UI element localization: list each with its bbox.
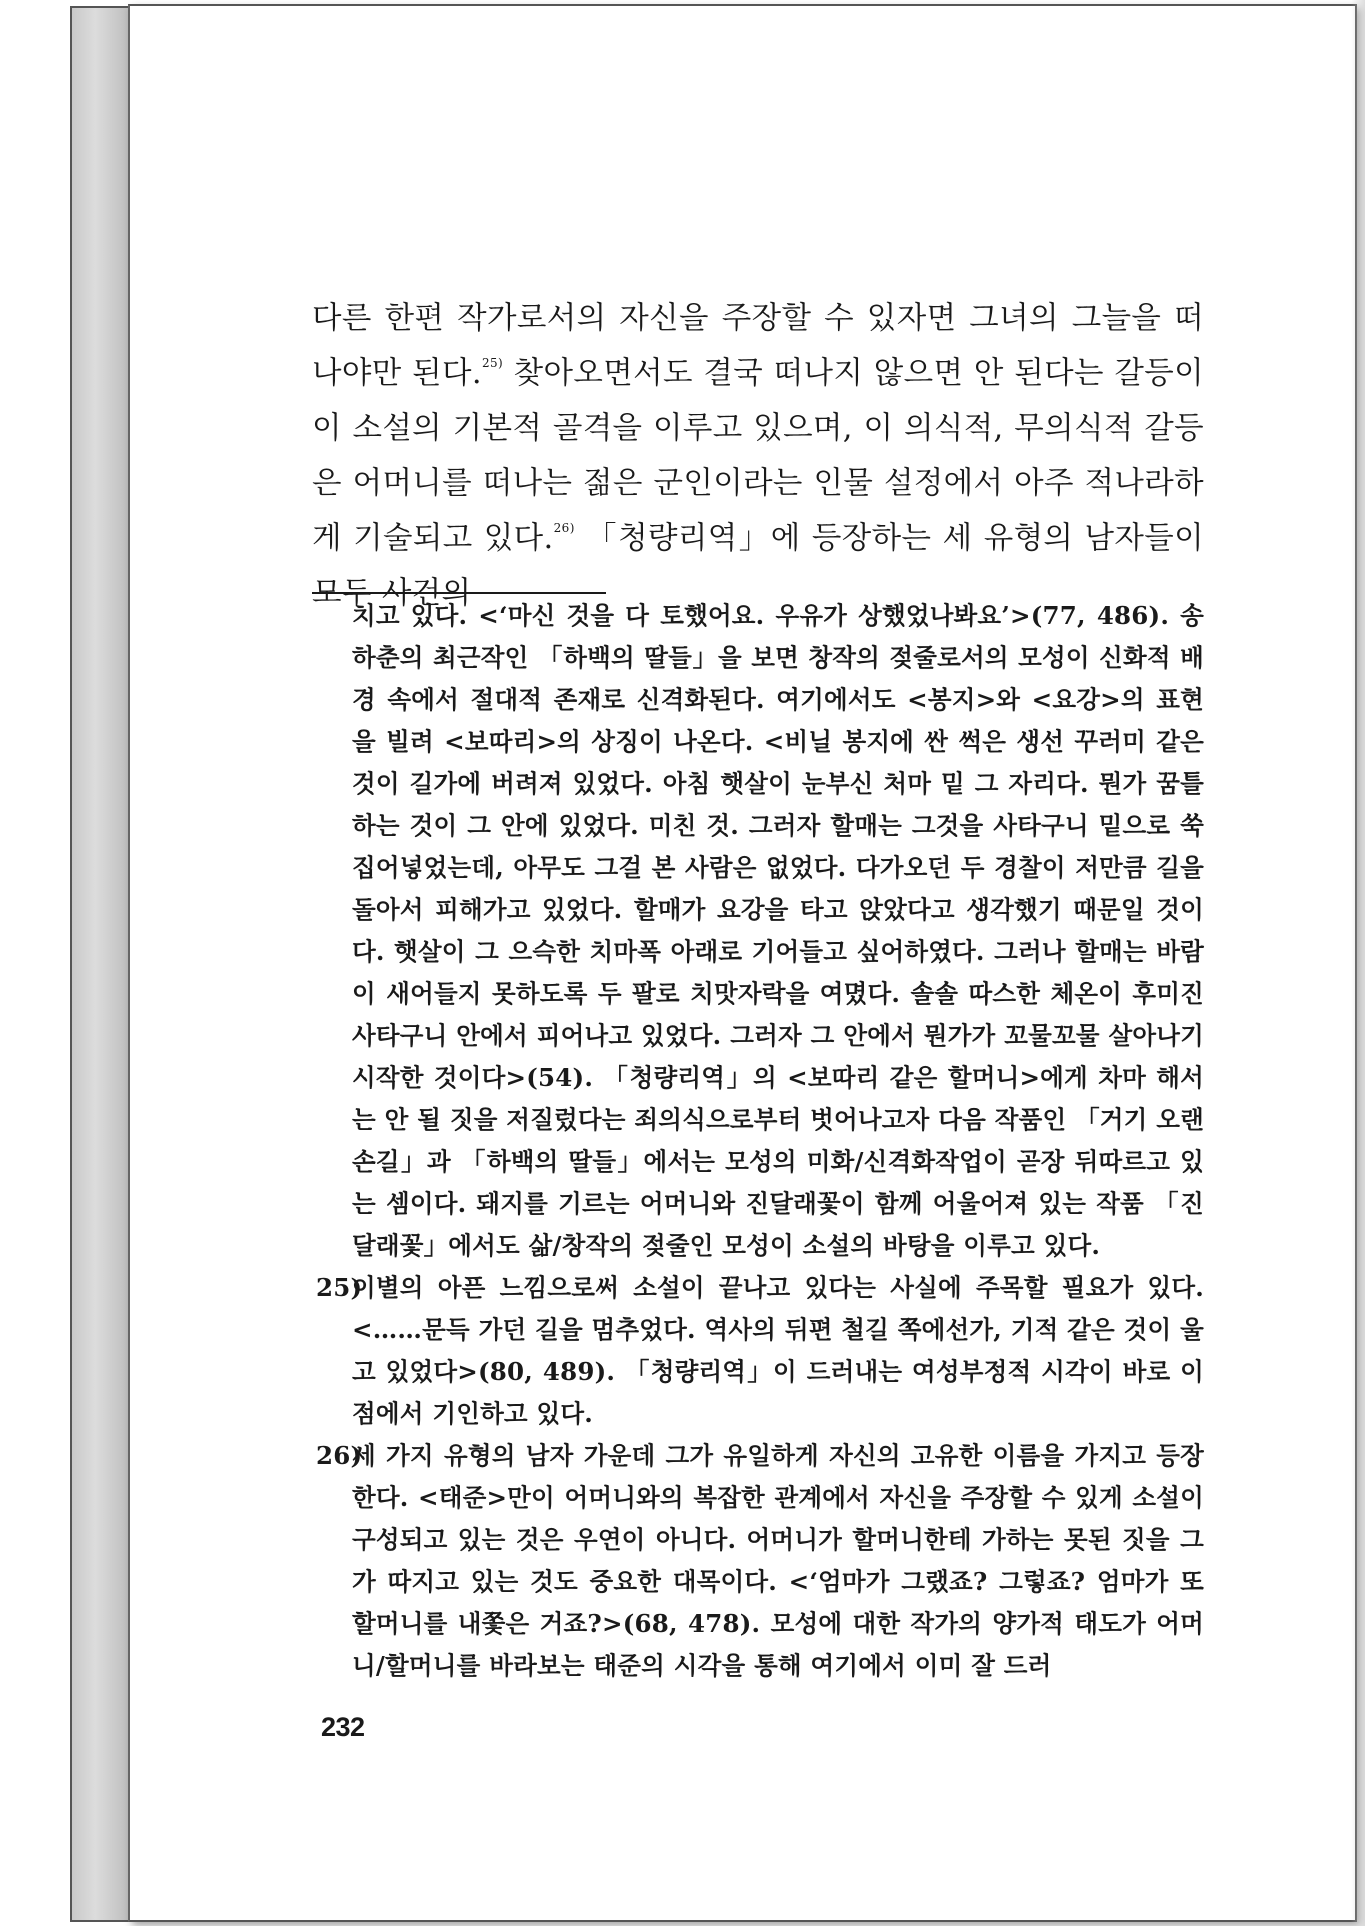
book-edge — [70, 6, 132, 1922]
footnote-ref-25[interactable]: 25) — [481, 356, 504, 370]
page-number: 232 — [321, 1712, 365, 1742]
footnote-number: 26) — [316, 1441, 363, 1470]
body-paragraph — [312, 291, 1204, 621]
footnotes — [318, 595, 1204, 1687]
page-shadow — [1351, 0, 1365, 1926]
body-text-part1: 다른 한편 작가로서의 자신을 주장할 수 있자면 그녀의 그늘을 떠나야만 된다. — [312, 301, 1204, 391]
body-text-part3: 「청량리역」에 등장하는 세 유형의 남자들이 모두 사건의 — [312, 521, 1204, 611]
footnote-25 — [318, 1267, 1204, 1435]
footnote-divider — [312, 592, 606, 594]
footnote-text: 세 가지 유형의 남자 가운데 그가 유일하게 자신의 고유한 이름을 가지고 등장한다. <태준>만이 어머니와의 복잡한 관계에서 자신을 주장할 수 있게 소설이 구성되고 있는 것은 우연이 아니다. 어머니가 할머니한테 가하는 못된 짓을 그가 따지고 있는 것도 중요한 대목이다. <‘엄마가 그랬죠? 그렇죠? 엄마가 또 할머니를 내쫓은 거죠?>(68, 478). 모성에 대한 작가의 양가적 태도가 어머니/할머니를 바라보는 태준의 시각을 통해 여기에서 이미 잘 드러 — [352, 1441, 1204, 1680]
footnote-continued: 치고 있다. <‘마신 것을 다 토했어요. 우유가 상했었나봐요’>(77, 486). 송하춘의 최근작인 「하백의 딸들」을 보면 창작의 젖줄로서의 모성이 신화적 배경 속에서 절대적 존재로 신격화된다. 여기에서도 <봉지>와 <요강>의 표현을 빌려 <보따리>의 상징이 나온다. <비닐 봉지에 싼 썩은 생선 꾸러미 같은 것이 길가에 버려져 있었다. 아침 햇살이 눈부신 처마 밑 그 자리다. 뭔가 꿈틀하는 것이 그 안에 있었다. 미친 것. 그러자 할매는 그것을 사타구니 밑으로 쑥 집어넣었는데, 아무도 그걸 본 사람은 없었다. 다가오던 두 경찰이 저만큼 길을 돌아서 피해가고 있었다. 할매가 요강을 타고 앉았다고 생각했기 때문일 것이다. 햇살이 그 으슥한 치마폭 아래로 기어들고 싶어하였다. 그러나 할매는 바람이 새어들지 못하도록 두 팔로 치맛자락을 여몄다. 솔솔 따스한 체온이 후미진 사타구니 안에서 피어나고 있었다. 그러자 그 안에서 뭔가가 꼬물꼬물 살아나기 시작한 것이다>(54). 「청량리역」의 <보따리 같은 할머니>에게 차마 해서는 안 될 짓을 저질렀다는 죄의식으로부터 벗어나고자 다음 작품인 「거기 오랜 손길」과 「하백의 딸들」에서는 모성의 미화/신격화작업이 곧장 뒤따르고 있는 셈이다. 돼지를 기르는 어머니와 진달래꽃이 함께 어울어져 있는 작품 「진달래꽃」에서도 삶/창작의 젖줄인 모성이 소설의 바탕을 이루고 있다. — [352, 601, 1204, 1260]
footnote-26 — [318, 1435, 1204, 1687]
footnote-number: 25) — [316, 1273, 363, 1302]
footnote-text: 이별의 아픈 느낌으로써 소설이 끝나고 있다는 사실에 주목할 필요가 있다. <……문득 가던 길을 멈추었다. 역사의 뒤편 철길 쪽에선가, 기적 같은 것이 울고 있었다>(80, 489). 「청량리역」이 드러내는 여성부정적 시각이 바로 이 점에서 기인하고 있다. — [352, 1273, 1204, 1428]
footnote-ref-26[interactable]: 26) — [553, 521, 575, 535]
body-text-part2: 찾아오면서도 결국 떠나지 않으면 안 된다는 갈등이 이 소설의 기본적 골격을 이루고 있으며, 이 의식적, 무의식적 갈등은 어머니를 떠나는 젊은 군인이라는 인물 설정에서 아주 적나라하게 기술되고 있다. — [312, 356, 1204, 556]
